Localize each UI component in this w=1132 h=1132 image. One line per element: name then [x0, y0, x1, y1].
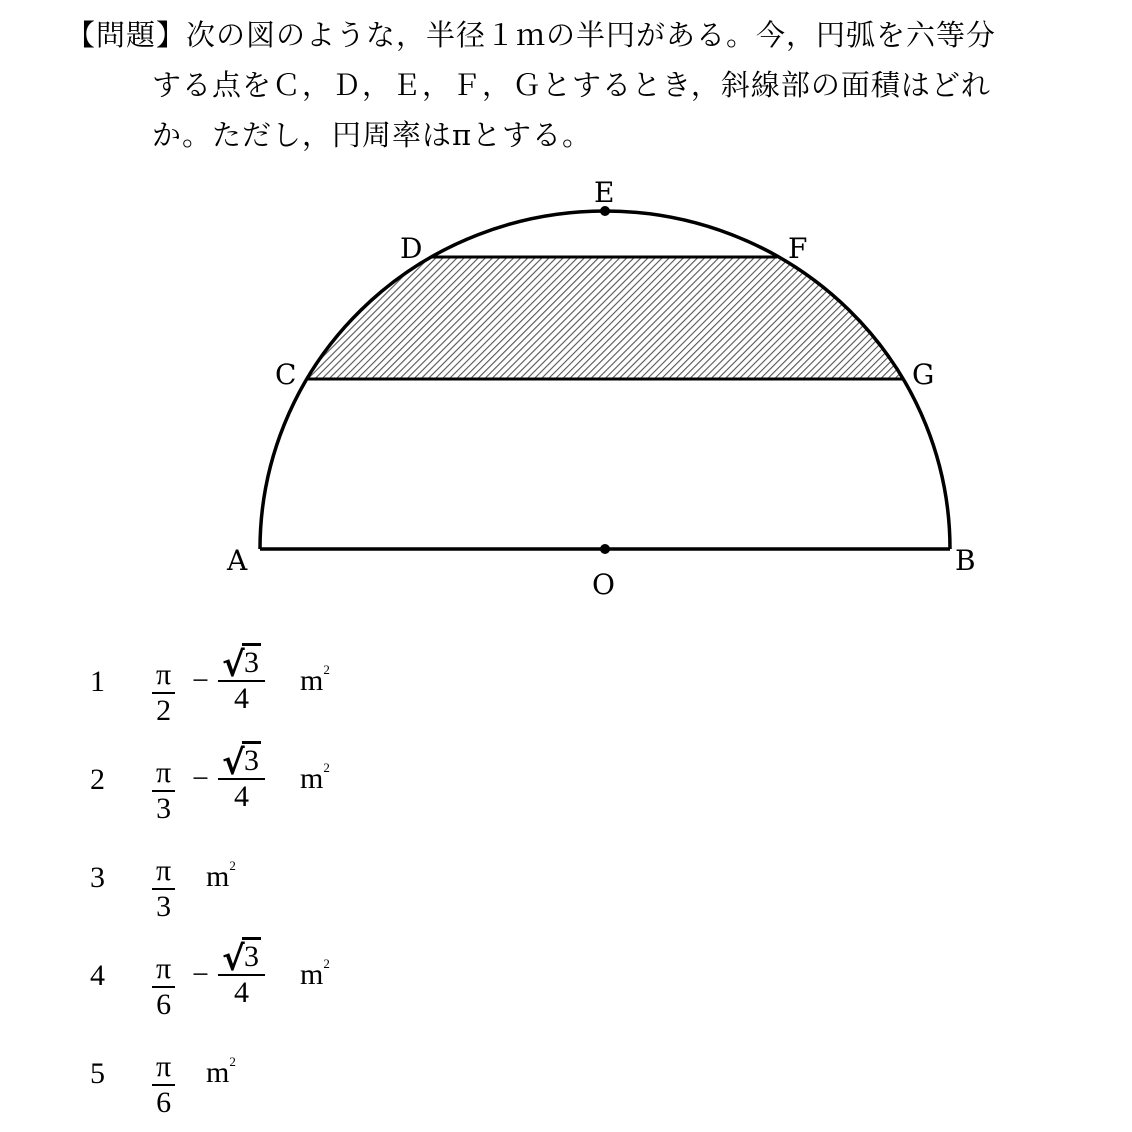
choice-number: 3: [90, 861, 105, 894]
choice-number: 1: [90, 665, 105, 698]
choice-number: 4: [90, 959, 105, 992]
choice-1[interactable]: [90, 640, 490, 730]
label-E: E: [594, 176, 615, 209]
label-A: A: [227, 544, 248, 577]
fraction-pi-term: $\frac{\pi}{2}$: [152, 658, 175, 728]
minus-sign: −: [192, 664, 209, 697]
label-O: O: [592, 568, 615, 601]
label-G: G: [912, 358, 935, 391]
point-O-dot: [600, 544, 610, 554]
shaded-region: [308, 257, 904, 379]
fraction-pi-term: $\frac{\pi}{3}$: [152, 854, 175, 924]
label-D: D: [400, 232, 423, 265]
choice-number: 2: [90, 763, 105, 796]
choice-number: 5: [90, 1057, 105, 1090]
problem-line-3: か。ただし，円周率はπとする。: [152, 118, 593, 152]
unit-square-meter: $m^2$: [206, 1054, 236, 1089]
minus-sign: −: [192, 958, 209, 991]
fraction-sqrt-term: √ 3 4: [218, 744, 265, 814]
choice-2[interactable]: [90, 738, 490, 828]
label-B: B: [955, 544, 976, 577]
choice-5[interactable]: [90, 1032, 490, 1122]
unit-square-meter: $m^2$: [300, 662, 330, 697]
fraction-pi-term: $\frac{\pi}{6}$: [152, 952, 175, 1022]
sqrt-symbol: √ 3: [222, 939, 259, 979]
fraction-sqrt-term: √ 3 4: [218, 646, 265, 716]
problem-line-2: する点をＣ，Ｄ，Ｅ，Ｆ，Ｇとするとき，斜線部の面積はどれ: [152, 68, 991, 102]
label-C: C: [275, 358, 297, 391]
unit-square-meter: $m^2$: [300, 956, 330, 991]
fraction-sqrt-term: √ 3 4: [218, 940, 265, 1010]
choice-4[interactable]: [90, 934, 490, 1024]
fraction-pi-term: $\frac{\pi}{6}$: [152, 1050, 175, 1120]
minus-sign: −: [192, 762, 209, 795]
sqrt-symbol: √ 3: [222, 743, 259, 783]
unit-square-meter: $m^2$: [206, 858, 236, 893]
fraction-pi-term: $\frac{\pi}{3}$: [152, 756, 175, 826]
sqrt-symbol: √ 3: [222, 645, 259, 685]
label-F: F: [788, 232, 808, 265]
unit-square-meter: $m^2$: [300, 760, 330, 795]
choice-3[interactable]: [90, 836, 490, 926]
problem-text-1: 次の図のような，半径１ｍの半円がある。今，円弧を六等分: [186, 18, 997, 52]
problem-label: 【問題】: [66, 18, 187, 52]
